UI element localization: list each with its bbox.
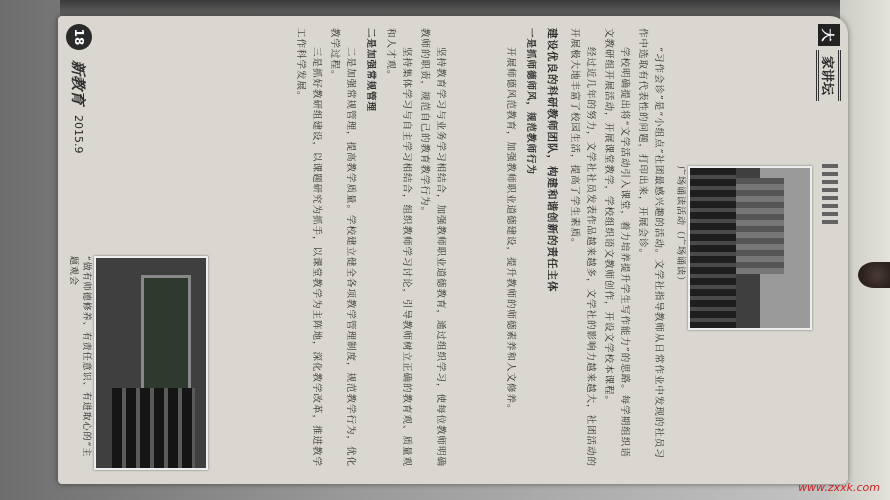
paragraph: 经过近几年的努力，文学社社员发表作品越来越多，文学社的影响力越来越大，社团活动的开展极大地丰富了校园生活，提高了学生素质。 [569, 28, 596, 468]
campus-photo-caption: 广场诵读活动（广场诵读） [675, 166, 685, 287]
campus-activity-photo [688, 166, 812, 330]
subheading: 二是加强常规管理 [365, 28, 376, 113]
pen-object [858, 262, 890, 288]
watermark: www.zxxk.com [798, 481, 880, 494]
section-heading: 建设优良的科研教师团队，构建和谐创新的责任主体 [546, 28, 558, 293]
column-tag-initial: 大 [818, 24, 840, 46]
meeting-photo [94, 256, 208, 470]
meeting-photo-caption: “做有师德修养、有责任意识、有进取心的”主题观会 [68, 256, 91, 458]
issue-number: 2015.9 [72, 115, 86, 154]
paragraph: 开展师德风范教育，加强教师职业道德建设，提升教师的师德素养和人文修养。 [505, 47, 516, 415]
paragraph: “习作会诊”是“小组点”社团最感兴趣的活动。文学社指导教师从日常作业中发现的社员习作中选取有代表性的问题，打印出来，开展会诊。 [637, 28, 664, 459]
rotated-page-content [58, 16, 848, 484]
column-tag [818, 24, 840, 101]
right-column-text [218, 28, 448, 468]
paragraph: 三是抓好教研组建设，以课题研究为抓手，以课堂教学为主阵地，深化教学改革，推进教学工作科学发展。 [295, 28, 322, 468]
header-pattern [822, 164, 838, 224]
magazine-page [58, 16, 848, 484]
page-number: 18 [66, 24, 92, 50]
paragraph: 二是加强常规管理，提高教学质量。学校建立健全各项教学管理制度，规范教学行为，优化教学过程。 [329, 28, 356, 468]
paragraph: 坚持教育学习与业务学习相结合，加强教师职业道德教育，通过组织学习，使每位教师明确教师的职责，规范自己的教育教学行为。 [419, 28, 446, 468]
magazine-title: 新教育 [69, 60, 88, 106]
page-footer [66, 24, 92, 476]
paragraph: 学校明确提出将“文学活动引入课堂，着力培养提升学生写作能力”的思路。每学期组织语文教研组开展活动，开展课堂教学，学校组织语文教师创作，开设文学校本课程。 [603, 28, 630, 458]
paragraph: 坚持集体学习与自主学习相结合，组织教师学习讨论，引导教师树立正确的教育观、质量观和人才观。 [385, 28, 412, 468]
subheading: 一是抓师德师风，规范教师行为 [525, 28, 536, 176]
column-tag-label: 家讲坛 [817, 50, 842, 101]
left-column-text [456, 28, 666, 468]
